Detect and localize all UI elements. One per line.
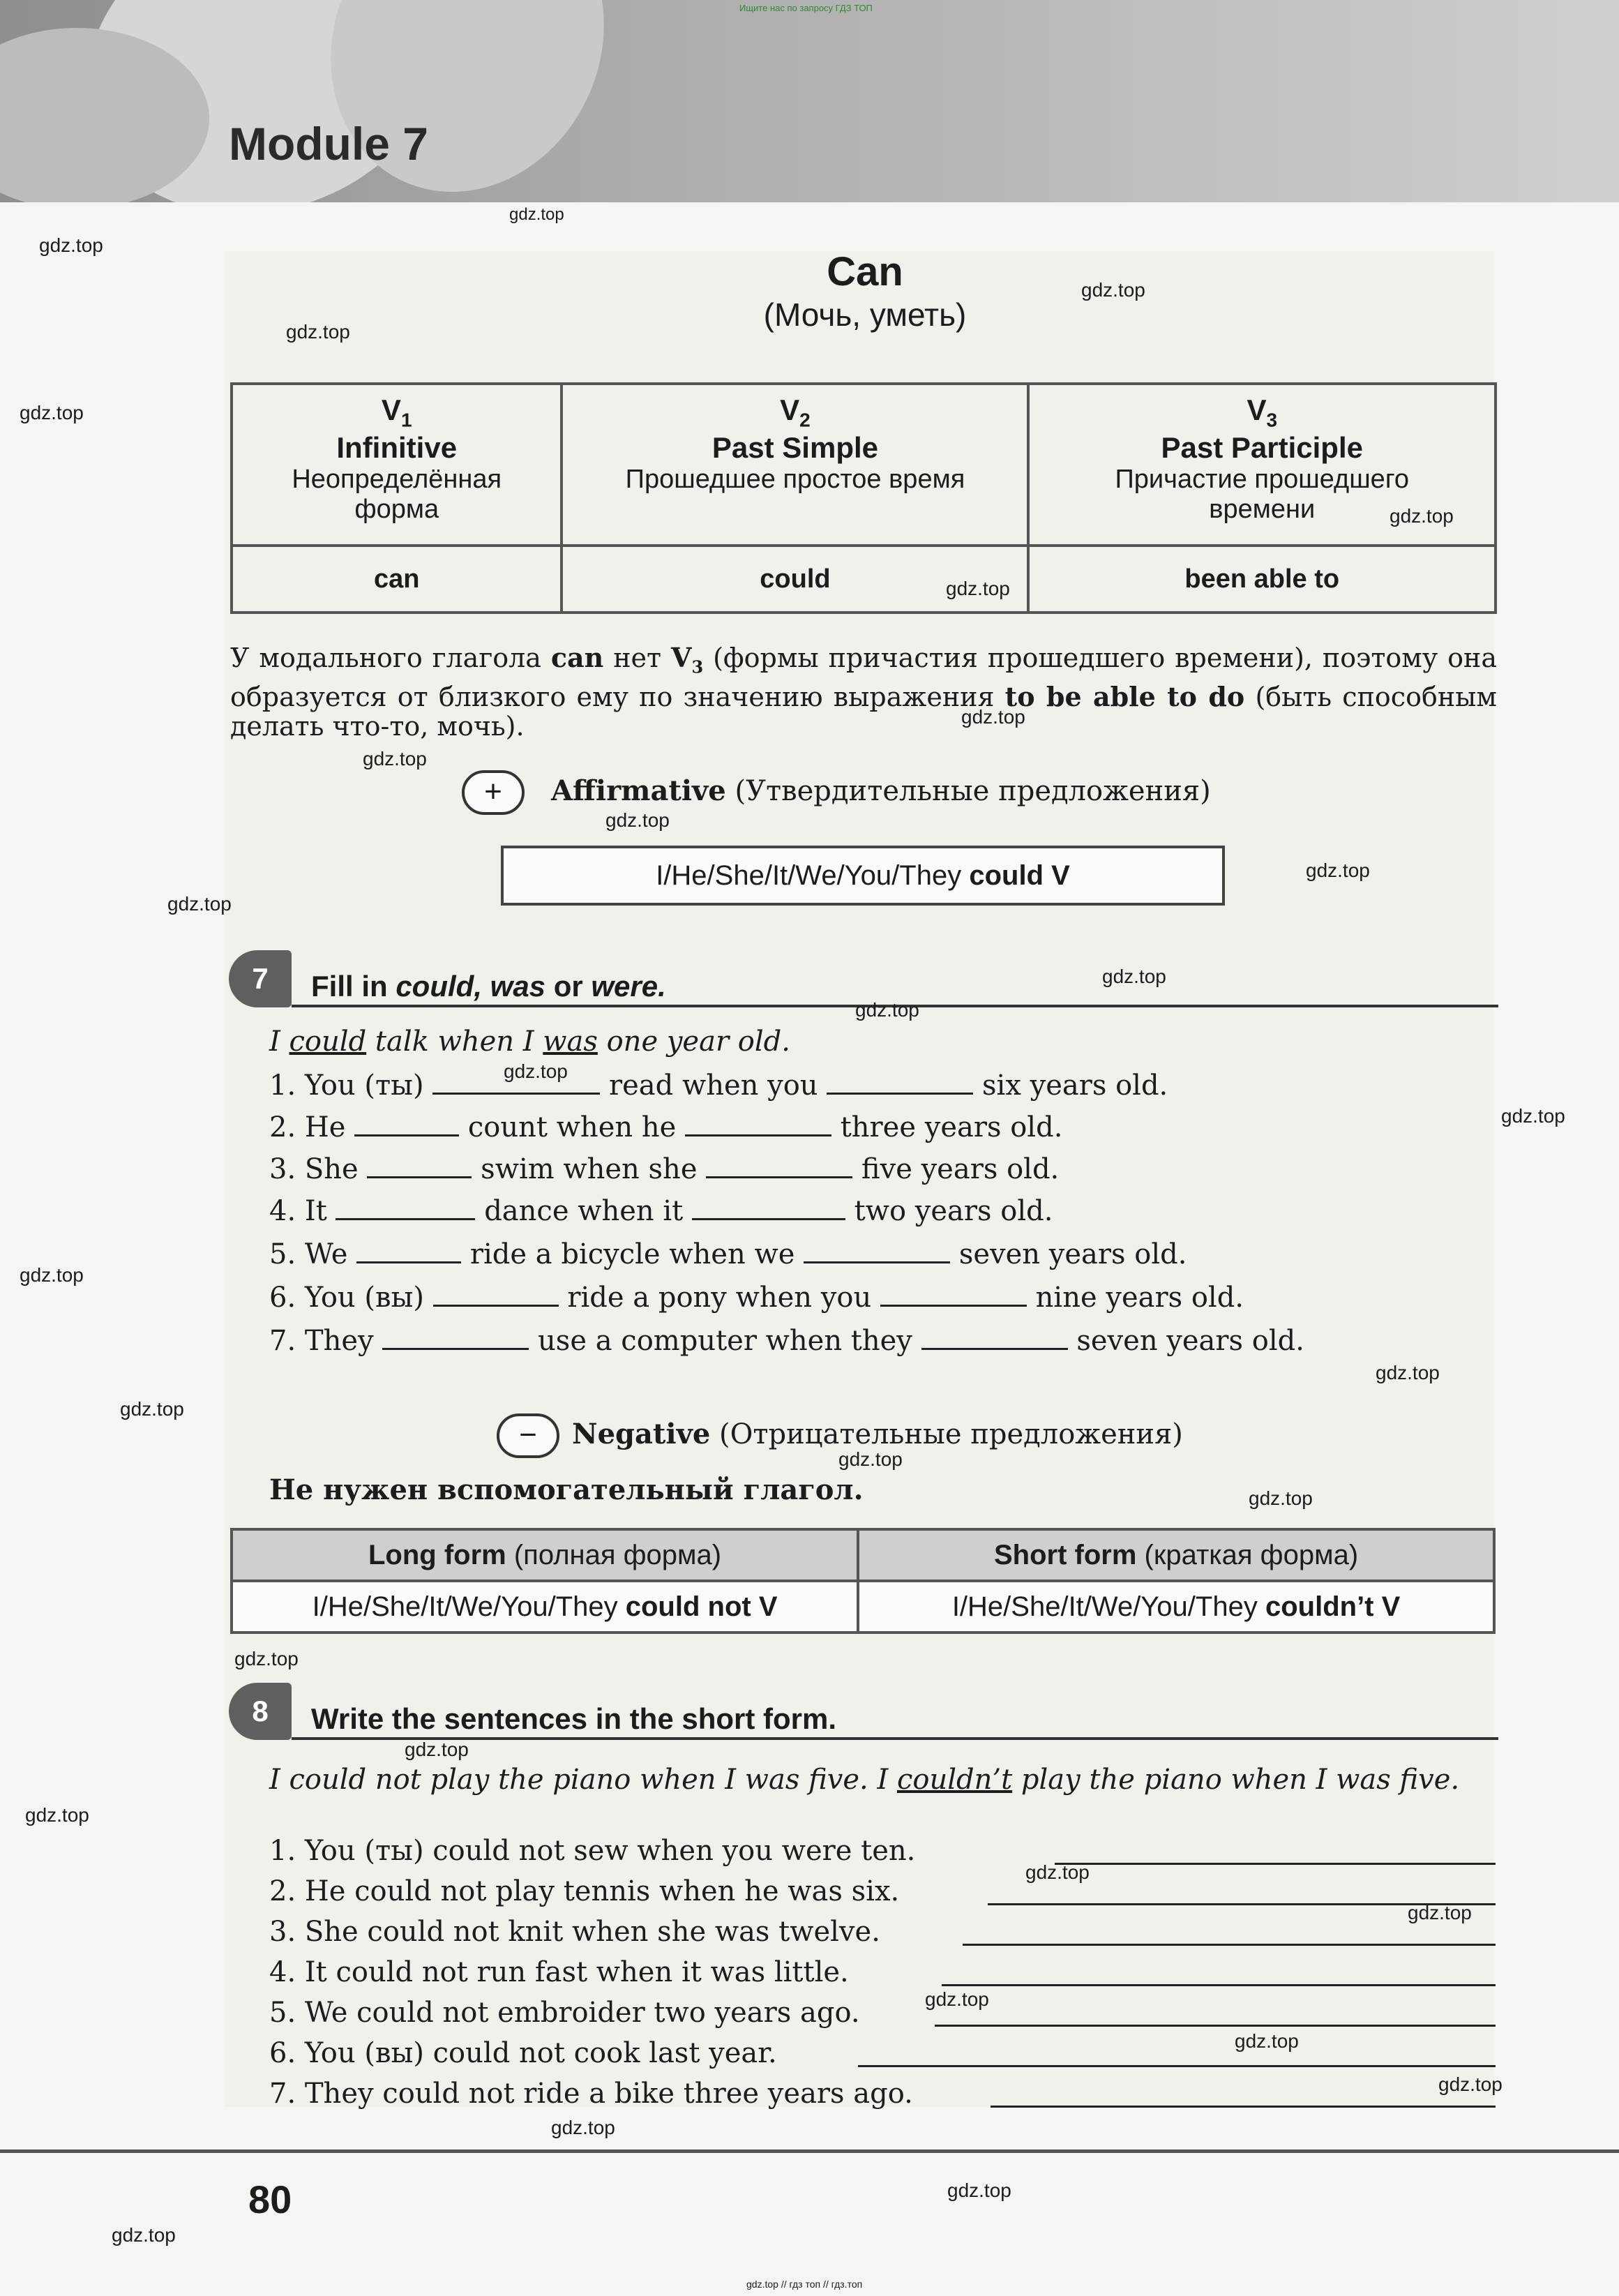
blank-input[interactable]: [921, 1324, 1068, 1350]
affirmative-heading: Affirmative (Утвердительные предложения): [551, 774, 1211, 807]
watermark: gdz.top: [838, 1448, 903, 1470]
exercise-8-item-5: 5. We could not embroider two years ago.: [269, 1997, 860, 2029]
col-v1: $V_1$ Infinitive Неопределённая форма: [232, 384, 562, 546]
answer-line[interactable]: [858, 2065, 1496, 2067]
exercise-8-item-2: 2. He could not play tennis when he was six.: [269, 1875, 900, 1907]
watermark: gdz.top: [1235, 2030, 1299, 2052]
blank-input[interactable]: [354, 1111, 459, 1136]
exercise-8-example: I could not play the piano when I was five. I couldn’t play the piano when I was five.: [269, 1764, 1460, 1796]
watermark: gdz.top: [551, 2117, 615, 2138]
watermark: gdz.top: [1249, 1487, 1313, 1509]
exercise-7-number: 7: [229, 950, 292, 1007]
long-form-cell: I/He/She/It/We/You/They could not V: [232, 1581, 858, 1633]
short-form-cell: I/He/She/It/We/You/They couldn’t V: [858, 1581, 1494, 1633]
watermark: gdz.top: [25, 1804, 89, 1826]
answer-line[interactable]: [942, 1984, 1496, 1986]
exercise-8-number: 8: [229, 1683, 292, 1740]
blank-input[interactable]: [827, 1069, 973, 1095]
watermark: gdz.top: [20, 1264, 84, 1286]
watermark: gdz.top: [1390, 505, 1454, 527]
watermark: gdz.top: [946, 578, 1010, 599]
page-subtitle: (Мочь, уметь): [763, 297, 967, 333]
answer-line[interactable]: [935, 2025, 1496, 2027]
top-note: Ищите нас по запросу ГДЗ ТОП: [739, 3, 873, 13]
watermark: gdz.top: [1501, 1105, 1565, 1127]
negative-note: Не нужен вспомогательный глагол.: [269, 1473, 864, 1506]
blank-input[interactable]: [706, 1153, 852, 1178]
answer-line[interactable]: [991, 2106, 1496, 2108]
minus-sign-icon: −: [497, 1413, 559, 1458]
exercise-7-item-1: 1. You (ты) read when you six years old.: [269, 1070, 1168, 1102]
watermark: gdz.top: [947, 2179, 1011, 2201]
short-form-header: Short form (краткая форма): [858, 1529, 1494, 1581]
watermark: gdz.top: [234, 1648, 299, 1670]
blank-input[interactable]: [804, 1238, 950, 1263]
watermark: gdz.top: [504, 1060, 568, 1082]
exercise-7-example: I could talk when I was one year old.: [269, 1026, 790, 1058]
blank-input[interactable]: [336, 1194, 475, 1220]
exercise-7-item-2: 2. He count when he three years old.: [269, 1111, 1063, 1143]
footer-rule: [0, 2149, 1619, 2153]
intro-paragraph: У модального глагола can нет $V_3$ (формы причастия прошедшего времени), поэтому она образуется от близкого ему по значению выражения to be able to do (быть способным делать что-то, мочь).: [230, 642, 1497, 742]
module-title: Module 7: [229, 118, 429, 170]
watermark: gdz.top: [925, 1988, 989, 2010]
watermark: gdz.top: [1376, 1362, 1440, 1383]
watermark: gdz.top: [20, 402, 84, 423]
blank-input[interactable]: [382, 1324, 529, 1350]
watermark: gdz.top: [1025, 1861, 1090, 1883]
cell-can: can: [232, 546, 562, 613]
blank-input[interactable]: [356, 1238, 461, 1263]
exercise-8-item-4: 4. It could not run fast when it was little.: [269, 1956, 849, 1988]
watermark: gdz.top: [112, 2224, 176, 2246]
watermark: gdz.top: [286, 321, 350, 343]
answer-line[interactable]: [1055, 1863, 1496, 1865]
watermark: gdz.top: [855, 999, 919, 1021]
exercise-8-item-7: 7. They could not ride a bike three years ago.: [269, 2078, 913, 2110]
negative-forms-table: [230, 1528, 1496, 1634]
exercise-8-item-6: 6. You (вы) could not cook last year.: [269, 2037, 777, 2069]
watermark: gdz.top: [167, 893, 232, 915]
watermark: gdz.top: [1408, 1902, 1472, 1923]
bottom-note: gdz.top // гдз топ // гдз.топ: [746, 2279, 863, 2290]
col-v3: $V_3$ Past Participle Причастие прошедшего времени: [1028, 384, 1496, 546]
exercise-7-item-7: 7. They use a computer when they seven years old.: [269, 1325, 1304, 1357]
watermark: gdz.top: [1081, 279, 1145, 301]
exercise-7-item-5: 5. We ride a bicycle when we seven years old.: [269, 1238, 1187, 1270]
watermark: gdz.top: [39, 234, 103, 256]
answer-line[interactable]: [963, 1944, 1496, 1946]
watermark: gdz.top: [509, 205, 564, 224]
cell-been-able-to: been able to: [1028, 546, 1496, 613]
col-v2: $V_2$ Past Simple Прошедшее простое время: [562, 384, 1028, 546]
blank-input[interactable]: [367, 1153, 472, 1178]
watermark: gdz.top: [605, 809, 670, 831]
negative-heading: Negative (Отрицательные предложения): [572, 1418, 1183, 1450]
watermark: gdz.top: [120, 1398, 184, 1420]
blank-input[interactable]: [685, 1111, 831, 1136]
page-title: Can: [827, 249, 903, 294]
watermark: gdz.top: [1102, 966, 1166, 987]
exercise-8-item-1: 1. You (ты) could not sew when you were ten.: [269, 1835, 916, 1867]
watermark: gdz.top: [405, 1739, 469, 1760]
watermark: gdz.top: [1438, 2073, 1503, 2095]
cell-could: could: [562, 546, 1028, 613]
blank-input[interactable]: [433, 1281, 559, 1307]
exercise-7-item-3: 3. She swim when she five years old.: [269, 1153, 1060, 1185]
long-form-header: Long form (полная форма): [232, 1529, 858, 1581]
watermark: gdz.top: [961, 706, 1025, 728]
verb-forms-table: [230, 382, 1497, 614]
exercise-7-item-4: 4. It dance when it two years old.: [269, 1195, 1053, 1227]
exercise-7-item-6: 6. You (вы) ride a pony when you nine years old.: [269, 1282, 1244, 1314]
exercise-8-rule: [292, 1737, 1498, 1740]
page-number: 80: [248, 2177, 292, 2221]
blank-input[interactable]: [692, 1194, 845, 1220]
affirmative-form-box: I/He/She/It/We/You/They could V: [501, 846, 1225, 906]
watermark: gdz.top: [363, 748, 427, 770]
watermark: gdz.top: [1306, 860, 1370, 881]
plus-sign-icon: +: [462, 770, 525, 815]
exercise-7-instruction: Fill in could, was or were.: [311, 970, 666, 1003]
exercise-8-item-3: 3. She could not knit when she was twelve.: [269, 1916, 880, 1948]
blank-input[interactable]: [880, 1281, 1027, 1307]
exercise-8-instruction: Write the sentences in the short form.: [311, 1702, 837, 1735]
